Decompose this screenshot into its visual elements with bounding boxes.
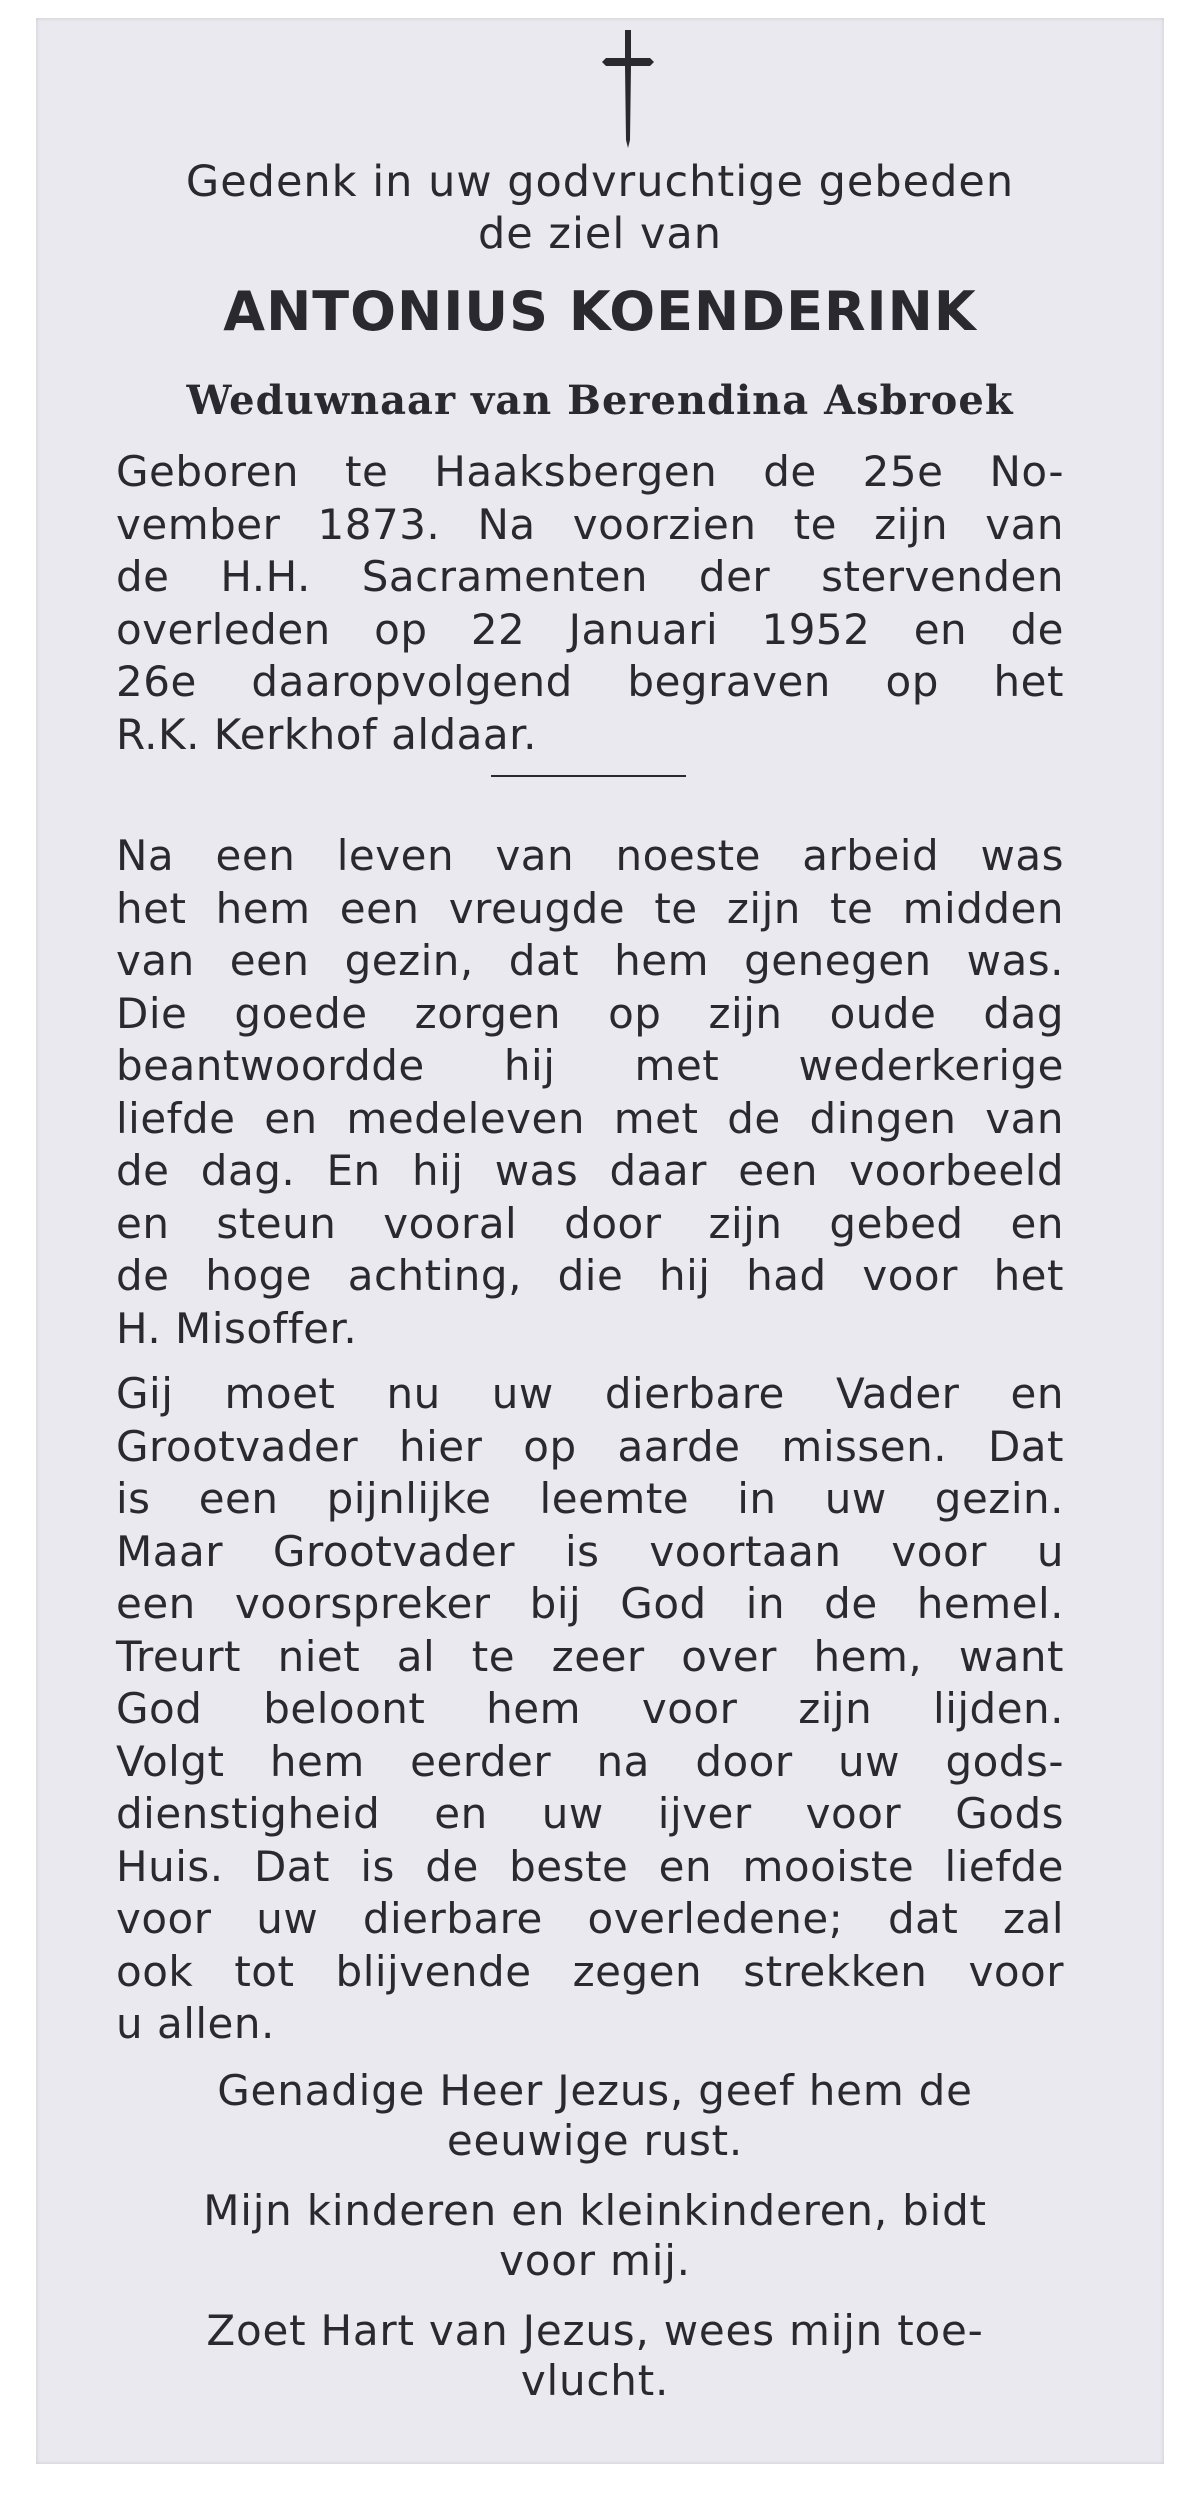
text-line: beantwoordde hij met wederkerige: [116, 1041, 1064, 1090]
text-line: de dag. En hij was daar een voorbeeld: [116, 1146, 1064, 1195]
text-line: Maar Grootvader is voortaan voor u: [116, 1526, 1064, 1576]
text-line: liefde en medeleven met de dingen van: [116, 1093, 1064, 1143]
intro-line: de ziel van: [477, 209, 723, 259]
text-line: overleden op 22 Januari 1952 en de: [116, 604, 1064, 654]
intro-text: [116, 156, 1084, 260]
text-line: Treurt niet al te zeer over hem, want: [116, 1631, 1064, 1681]
text-line: God beloont hem voor zijn lijden.: [116, 1684, 1064, 1733]
prayer-line: vlucht.: [520, 2356, 670, 2405]
text-line: Na een leven van noeste arbeid was: [116, 831, 1064, 880]
text-line: Volgt hem eerder na door uw gods-: [116, 1736, 1064, 1786]
text-line: van een gezin, dat hem genegen was.: [116, 936, 1064, 985]
text-line: voor uw dierbare overledene; dat zal: [116, 1894, 1064, 1943]
prayer-1: [126, 2066, 1064, 2166]
prayer-2: [126, 2186, 1064, 2286]
text-line: het hem een vreugde te zijn te midden: [116, 883, 1064, 933]
text-line: ook tot blijvende zegen strekken voor: [116, 1946, 1064, 1996]
prayer-3: [126, 2306, 1064, 2406]
text-line: 26e daaropvolgend begraven op het: [116, 657, 1064, 706]
prayer-line: Mijn kinderen en kleinkinderen, bidt: [203, 2186, 987, 2235]
text-line: de hoge achting, die hij had voor het: [116, 1251, 1064, 1300]
text-line: R.K. Kerkhof aldaar.: [116, 709, 537, 759]
text-line: Gij moet nu uw dierbare Vader en: [116, 1369, 1064, 1418]
miss-paragraph: [116, 1368, 1064, 2051]
prayer-line: voor mij.: [499, 2236, 691, 2285]
prayer-line: Genadige Heer Jezus, geef hem de: [217, 2066, 973, 2115]
text-line: Grootvader hier op aarde missen. Dat: [116, 1421, 1064, 1471]
widower-line: Weduwnaar van Berendina Asbroek: [186, 377, 1014, 424]
prayer-line: Zoet Hart van Jezus, wees mijn toe-: [206, 2306, 984, 2355]
intro-line: Gedenk in uw godvruchtige gebeden: [185, 157, 1015, 207]
text-line: dienstigheid en uw ijver voor Gods: [116, 1789, 1064, 1838]
birth-paragraph: [116, 446, 1064, 761]
prayer-line: eeuwige rust.: [446, 2116, 744, 2165]
text-line: u allen.: [116, 1999, 275, 2048]
deceased-name: ANTONIUS KOENDERINK: [223, 280, 977, 343]
text-line: en steun vooral door zijn gebed en: [116, 1198, 1064, 1248]
text-line: Die goede zorgen op zijn oude dag: [116, 988, 1064, 1038]
text-line: vember 1873. Na voorzien te zijn van: [116, 499, 1064, 549]
text-line: Geboren te Haaksbergen de 25e No-: [116, 447, 1064, 496]
memorial-card: [36, 18, 1164, 2464]
life-paragraph: [116, 830, 1064, 1355]
text-line: Huis. Dat is de beste en mooiste liefde: [116, 1841, 1064, 1891]
text-line: is een pijnlijke leemte in uw gezin.: [116, 1474, 1064, 1523]
text-line: de H.H. Sacramenten der stervenden: [116, 552, 1064, 601]
text-line: H. Misoffer.: [116, 1303, 358, 1353]
section-divider: [491, 775, 686, 777]
text-line: een voorspreker bij God in de hemel.: [116, 1579, 1064, 1628]
latin-cross-icon: [588, 22, 668, 152]
